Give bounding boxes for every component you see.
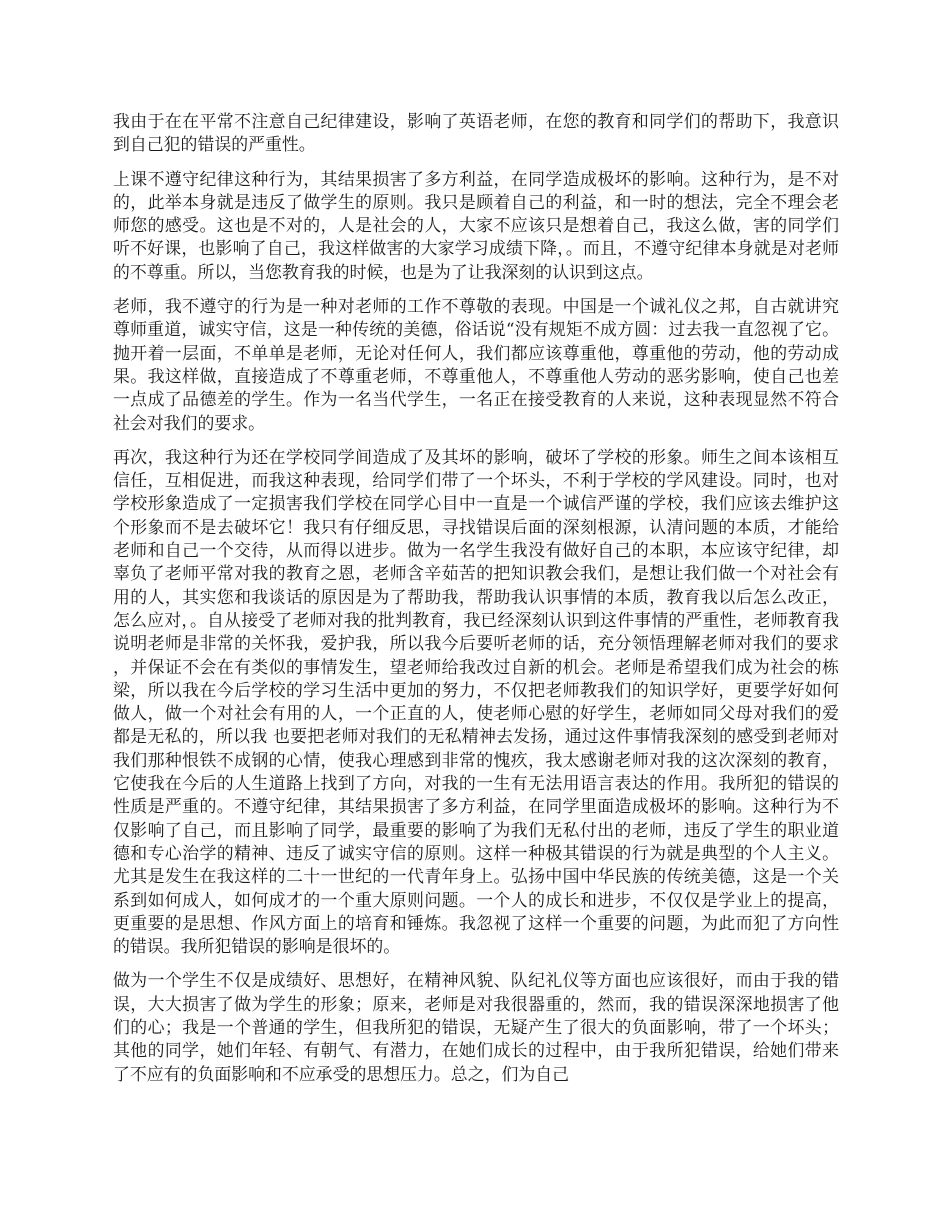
paragraph-2: 上课不遵守纪律这种行为，其结果损害了多方利益，在同学造成极坏的影响。这种行为，是不对的，此举本身就是违反了做学生的原则。我只是顾着自己的利益，和一时的想法，完全不理会老师您的感受。这也是不对的，人是社会的人，大家不应该只是想着自己，我这么做，害的同学们听不好课，也影响了自己，我这样做害的大家学习成绩下降，。而且，不遵守纪律本身就是对老师的不尊重。所以，当您教育我的时候，也是为了让我深刻的认识到这点。: [113, 168, 839, 282]
paragraph-5: 做为一个学生不仅是成绩好、思想好，在精神风貌、队纪礼仪等方面也应该很好，而由于我的错误，大大损害了做为学生的形象；原来，老师是对我很器重的，然而，我的错误深深地损害了他们的心；我是一个普通的学生，但我所犯的错误，无疑产生了很大的负面影响，带了一个坏头；其他的同学，她们年轻、有朝气、有潜力，在她们成长的过程中，由于我所犯错误，给她们带来了不应有的负面影响和不应承受的思想压力。总之，们为自己: [113, 970, 839, 1084]
paragraph-3: 老师，我不遵守的行为是一种对老师的工作不尊敬的表现。中国是一个诚礼仪之邦，自古就讲究尊师重道，诚实守信，这是一种传统的美德，俗话说“没有规矩不成方圆：过去我一直忽视了它。抛开着一层面，不单单是老师，无论对任何人，我们都应该尊重他，尊重他的劳动，他的劳动成果。我这样做，直接造成了不尊重老师，不尊重他人，不尊重他人劳动的恶劣影响，使自己也差一点成了品德差的学生。作为一名当代学生，一名正在接受教育的人来说，这种表现显然不符合社会对我们的要求。: [113, 296, 839, 433]
document-body: [113, 110, 839, 1097]
paragraph-4: 再次，我这种行为还在学校同学间造成了及其坏的影响，破坏了学校的形象。师生之间本该相互信任，互相促进，而我这种表现，给同学们带了一个坏头，不利于学校的学风建设。同时，也对学校形象造成了一定损害我们学校在同学心目中一直是一个诚信严谨的学校，我们应该去维护这个形象而不是去破坏它！我只有仔细反思，寻找错误后面的深刻根源，认清问题的本质，才能给老师和自己一个交待，从而得以进步。做为一名学生我没有做好自己的本职，本应该守纪律，却辜负了老师平常对我的教育之恩，老师含辛茹苦的把知识教会我们，是想让我们做一个对社会有用的人，其实您和我谈话的原因是为了帮助我，帮助我认识事情的本质，教育我以后怎么改正，怎么应对，。自从接受了老师对我的批判教育，我已经深刻认识到这件事情的严重性，老师教育我说明老师是非常的关怀我，爱护我，所以我今后要听老师的话，充分领悟理解老师对我们的要求，并保证不会在有类似的事情发生，望老师给我改过自新的机会。老师是希望我们成为社会的栋梁，所以我在今后学校的学习生活中更加的努力，不仅把老师教我们的知识学好，更要学好如何做人，做一个对社会有用的人，一个正直的人，使老师心慰的好学生，老师如同父母对我们的爱都是无私的，所以我 也要把老师对我们的无私精神去发扬，通过这件事情我深刻的感受到老师对我们那种恨铁不成钢的心情，使我心理感到非常的愧疚，我太感谢老师对我的这次深刻的教育，它使我在今后的人生道路上找到了方向，对我的一生有无法用语言表达的作用。我所犯的错误的性质是严重的。不遵守纪律，其结果损害了多方利益，在同学里面造成极坏的影响。这种行为不仅影响了自己，而且影响了同学，最重要的影响了为我们无私付出的老师，违反了学生的职业道德和专心治学的精神、违反了诚实守信的原则。这样一种极其错误的行为就是典型的个人主义。尤其是发生在我这样的二十一世纪的一代青年身上。弘扬中国中华民族的传统美德，这是一个关系到如何成人，如何成才的一个重大原则问题。一个人的成长和进步，不仅仅是学业上的提高，更重要的是思想、作风方面上的培育和锤炼。我忽视了这样一个重要的问题，为此而犯了方向性的错误。我所犯错误的影响是很坏的。: [113, 446, 839, 957]
paragraph-1: 我由于在在平常不注意自己纪律建设，影响了英语老师，在您的教育和同学们的帮助下，我意识到自己犯的错误的严重性。: [113, 111, 839, 155]
